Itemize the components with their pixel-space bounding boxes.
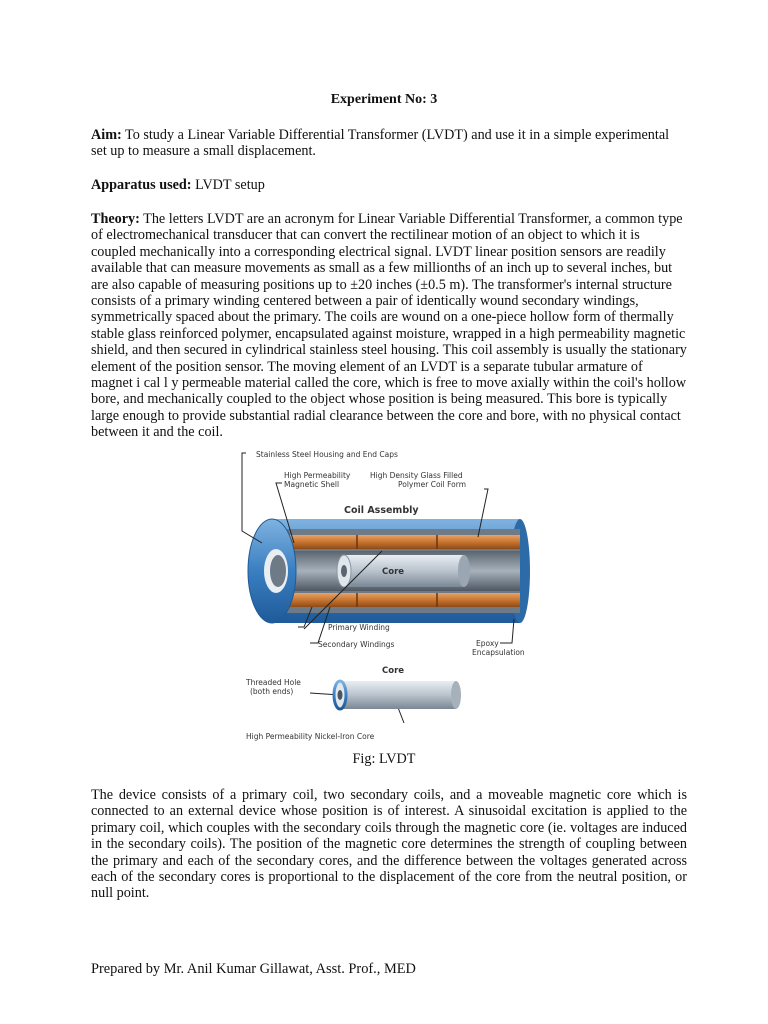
label-epoxy-1: Epoxy (476, 639, 499, 648)
figure-caption: Fig: LVDT (352, 751, 416, 767)
label-core-title: Core (382, 666, 405, 676)
label-coil-assembly: Coil Assembly (344, 505, 419, 516)
label-shield-2: Magnetic Shell (284, 480, 340, 489)
aim-label: Aim: (91, 127, 122, 143)
aim-paragraph (91, 127, 687, 160)
label-nickel-core: High Permeability Nickel-Iron Core (246, 732, 375, 741)
theory-text: The letters LVDT are an acronym for Linear Variable Differential Transformer, a common type of electromechanical transducer that can convert the rectilinear motion of an object to which it is coupled mechanically into a corresponding electrical signal. LVDT linear position sensors are readily available that can measure movements as small as a few millionths of an inch up to several inches, but are also capable of measuring positions up to ±20 inches (±0.5 m). The transformer's internal structure consists of a primary winding centered between a pair of identically wound secondary windings, symmetrically spaced about the primary. The coils are wound on a one-piece hollow form of thermally stable glass reinforced polymer, encapsulated against moisture, wrapped in a high permeability magnetic shield, and then secured in cylindrical stainless steel housing. This coil assembly is usually the stationary element of the position sensor. The moving element of an LVDT is a separate tubular armature of magnet i cal l y permeable material called the core, which is free to move axially within the coil's hollow bore, and mechanically coupled to the object whose position is being measured. This bore is typically large enough to provide substantial radial clearance between the core and bore, with no physical contact between it and the coil. (91, 211, 687, 441)
device-paragraph: The device consists of a primary coil, two secondary coils, and a moveable magnetic core which is connected to an external device whose position is of interest. A sinusoidal excitation is applied to the primary coil, which couples with the secondary coils through the magnetic core (ie. voltages are induced in the secondary coils). The position of the magnetic core determines the strength of coupling between the primary and each of the secondary cores, and the difference between the voltages generated across each of the secondary cores is proportional to the displacement of the core from the neutral position, or null point. (91, 787, 687, 902)
label-primary-winding: Primary Winding (328, 623, 390, 632)
label-threaded-2: (both ends) (250, 687, 294, 696)
label-housing: Stainless Steel Housing and End Caps (256, 450, 398, 459)
lvdt-figure (232, 443, 532, 743)
label-coilform-1: High Density Glass Filled (370, 471, 463, 480)
apparatus-paragraph (91, 177, 687, 193)
aim-text: To study a Linear Variable Differential Transformer (LVDT) and use it in a simple experimental set up to measure a small displacement. (91, 127, 670, 160)
apparatus-text: LVDT setup (195, 177, 265, 193)
apparatus-label: Apparatus used: (91, 177, 192, 193)
theory-paragraph (91, 211, 687, 441)
label-secondary-windings: Secondary Windings (318, 640, 395, 649)
label-threaded-1: Threaded Hole (246, 678, 301, 687)
label-core-inside: Core (382, 567, 405, 577)
label-epoxy-2: Encapsulation (472, 648, 525, 657)
label-shield-1: High Permeability (284, 471, 351, 480)
end-cap (248, 519, 296, 623)
theory-label: Theory: (91, 211, 140, 227)
page-footer: Prepared by Mr. Anil Kumar Gillawat, Asst. Prof., MED (91, 961, 416, 977)
separate-core (334, 681, 461, 709)
label-coilform-2: Polymer Coil Form (398, 480, 467, 489)
page-title: Experiment No: 3 (330, 92, 438, 107)
